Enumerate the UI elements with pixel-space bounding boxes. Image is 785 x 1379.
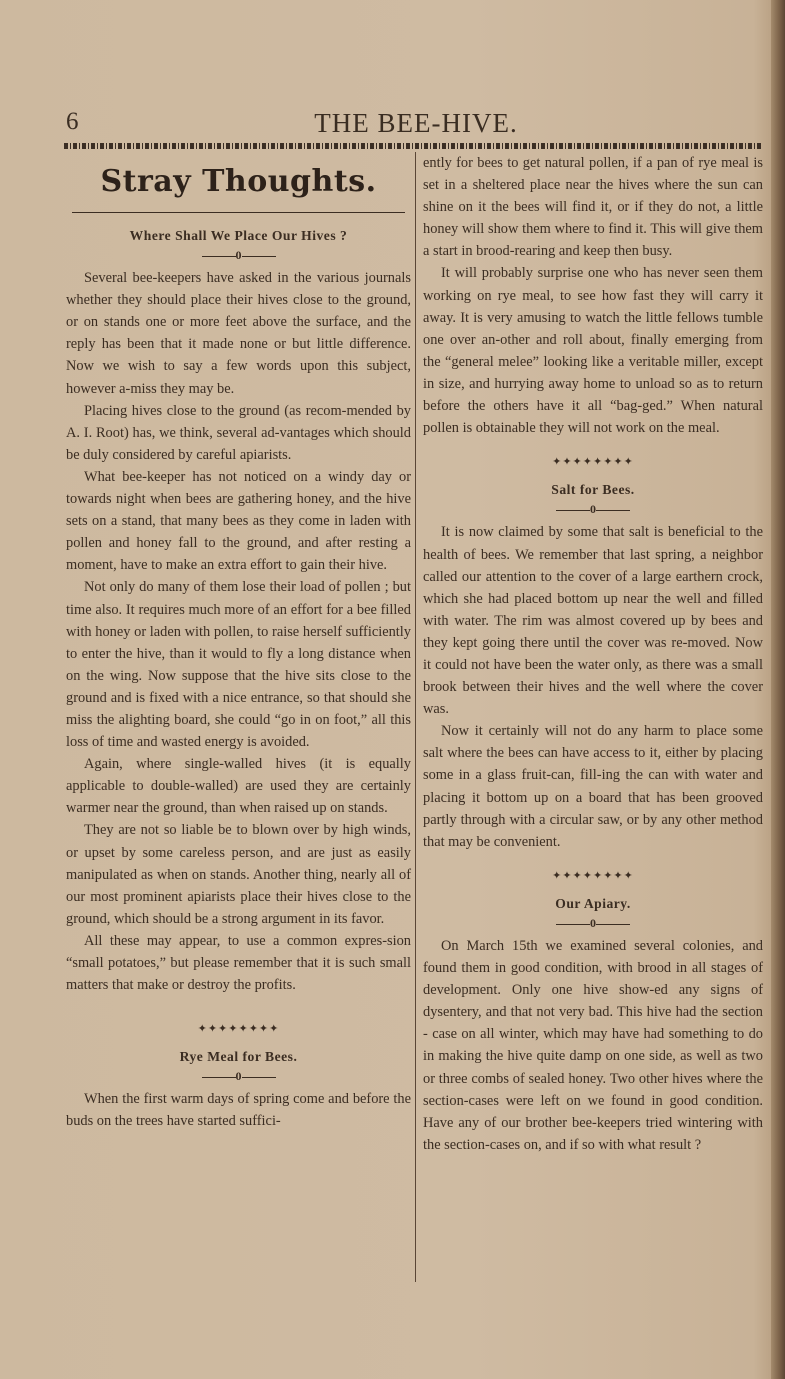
section-mark: 0 [66, 247, 411, 263]
header-dashed-rule [64, 143, 762, 149]
ornament-divider: ✦✦✦✦✦✦✦✦ [197, 1023, 280, 1036]
paragraph: What bee-keeper has not noticed on a windy day or towards night when bees are gathering honey, and the hive sets on a stand, that many bees as they come in laden with pollen and honey fall to the ground, and after resting a moment, have to make an extra effort to gain their hive. [66, 468, 411, 574]
article-title: Salt for Bees. [551, 482, 635, 498]
article-title: Where Shall We Place Our Hives ? [129, 228, 348, 243]
section-mark: 0 [423, 915, 763, 931]
article-title: Our Apiary. [555, 895, 631, 911]
left-column [66, 152, 411, 1133]
paragraph: Now it certainly will not do any harm to place some salt where the bees can have access to it, either by placing some in a glass fruit-can, fill-ing the can with water and placing it bottom up on a board that has been grooved partly through with a circular saw, or by any other method that may be convenient. [423, 723, 763, 850]
section-mark: 0 [423, 501, 763, 517]
column-divider [415, 152, 416, 1282]
paragraph: They are not so liable be to blown over by high winds, or upset by some careless person, and are just as easily manipulated as when on stands. Another thing, nearly all of our most prominent apiarists place their hives close to the ground, which should be a strong argument in its favor. [66, 822, 411, 927]
paragraph: It will probably surprise one who has never seen them working on rye meal, to see how fast they will carry it away. It is very amusing to watch the little fellows tumble one over an-other and roll about, finally emerging from the “general melee” looking like a veritable miller, except in size, and hurrying away home to unload so as to return before the others have it all “bag-ged.” When natural pollen is obtainable they will not work on the meal. [423, 265, 763, 437]
paragraph: Several bee-keepers have asked in the various journals whether they should place their hives close to the ground, or on stands one or more feet above the surface, and the reply has been that it made none or but little difference. Now we wish to say a few words upon this subject, however a-miss they may be. [66, 270, 411, 397]
ornament-divider: ✦✦✦✦✦✦✦✦ [552, 456, 634, 469]
page-number: 6 [66, 108, 79, 135]
ornament-divider: ✦✦✦✦✦✦✦✦ [552, 869, 634, 882]
article-title: Rye Meal for Bees. [179, 1049, 298, 1065]
paragraph: On March 15th we examined several colonies, and found them in good condition, with brood in all stages of development. Only one hive show-ed any signs of dysentery, and that not very bad. This hive had the section - case on all winter, which may have had something to do in making the hive quite damp on one side, as well as two or three combs of sealed honey. Two other hives where the section-cases were left on we found in good condition. Have any of our brother bee-keepers tried wintering with the section-cases on, and if so with what result ? [423, 938, 763, 1153]
paragraph: Placing hives close to the ground (as recom-mended by A. I. Root) has, we think, several ad-vantages which should be duly considered by careful apiarists. [66, 402, 411, 463]
paragraph: ently for bees to get natural pollen, if a pan of rye meal is set in a sheltered place near the hives where the sun can shine on it the bees will find it, or if they do not, a little honey will show them where to find it. This will give them a start in brood-rearing and keep then busy. [423, 155, 763, 260]
right-column [423, 152, 763, 1156]
paragraph: It is now claimed by some that salt is beneficial to the health of bees. We remember that last spring, a neighbor called our attention to the cover of a large earthern crock, which she had placed bottom up near the well and filled with water. The rim was almost covered up by bees and they kept going there until the cover was re-moved. Now it could not have been the water only, as there was a small brook between their hives and the well where the cover was. [423, 524, 763, 718]
masthead-title: THE BEE-HIVE. [314, 108, 518, 138]
paragraph: When the first warm days of spring come and before the buds on the trees have started suffici- [66, 1091, 411, 1130]
paragraph: All these may appear, to use a common expres-sion “small potatoes,” but please remember that it is such small matters that make or destroy the profits. [66, 932, 411, 994]
paragraph: Not only do many of them lose their load of pollen ; but time also. It requires much more of an effort for a bee filled with honey or laden with pollen, to raise herself sufficiently to enter the hive, than it would to fly a long distance when on the wing. Now suppose that the hive sits close to the ground and is fixed with a nice entrance, so that should she miss the alighting board, she could “go in on foot,” all this loss of time and wasted energy is avoided. [66, 579, 411, 751]
paragraph: Again, where single-walled hives (it is equally applicable to double-walled) are used they are certainly warmer near the ground, than when raised up on stands. [66, 756, 411, 817]
section-mark: 0 [66, 1068, 411, 1084]
title-rule [72, 212, 405, 213]
page-header [66, 108, 766, 142]
page-edge [771, 0, 785, 1379]
feature-title: Stray Thoughts. [100, 164, 377, 199]
